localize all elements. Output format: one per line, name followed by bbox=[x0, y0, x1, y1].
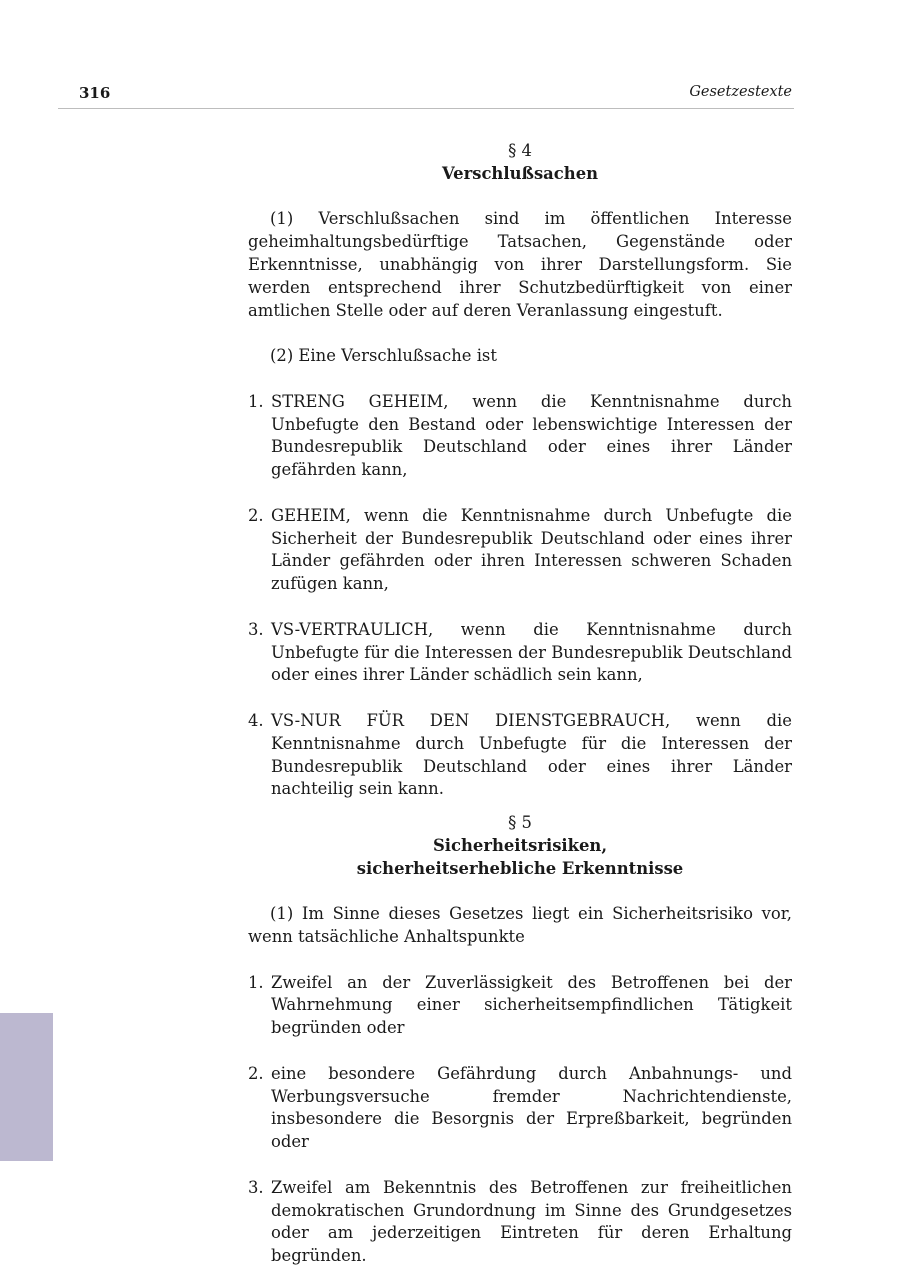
list-item-marker: 2. bbox=[248, 1063, 264, 1083]
list-item-text: GEHEIM, wenn die Kenntnisnahme durch Unbefugte die Sicherheit der Bundesrepublik Deutschland oder eines ihrer Länder gefährden oder ihren Interessen schweren Schaden zufügen kann, bbox=[271, 505, 792, 594]
section-4-heading bbox=[248, 140, 792, 186]
list-item bbox=[248, 1063, 792, 1154]
section-5-paragraph-1: (1) Im Sinne dieses Gesetzes liegt ein Sicherheitsrisiko vor, wenn tatsächliche Anhaltspunkte bbox=[248, 904, 792, 947]
section-4-paragraph-2: (2) Eine Verschlußsache ist bbox=[270, 346, 497, 366]
list-item bbox=[248, 710, 792, 801]
list-item-marker: 1. bbox=[248, 391, 264, 411]
chapter-thumb-tab bbox=[0, 1013, 53, 1161]
list-item-marker: 4. bbox=[248, 710, 264, 730]
section-5-number: § 5 bbox=[508, 813, 532, 833]
section-4-number: § 4 bbox=[508, 141, 532, 160]
list-item-text: VS-NUR FÜR DEN DIENSTGEBRAUCH, wenn die Kenntnisnahme durch Unbefugte für die Interessen der Bundesrepublik Deutschland oder eines ihrer Länder nachteilig sein kann. bbox=[271, 710, 792, 799]
list-item-marker: 3. bbox=[248, 1177, 264, 1197]
section-5-heading bbox=[248, 812, 792, 880]
running-header bbox=[58, 82, 794, 109]
list-item-marker: 2. bbox=[248, 505, 264, 525]
section-4-paragraph-1: (1) Verschlußsachen sind im öffentlichen Interesse geheimhaltungsbedürftige Tatsachen, Gegenstände oder Erkenntnisse, unabhängig von ihrer Darstellungsform. Sie werden entsprechend ihrer Schutzbedürftigkeit von einer amtlichen Stelle oder auf deren Veranlassung eingestuft. bbox=[248, 209, 792, 320]
list-item-text: Zweifel an der Zuverlässigkeit des Betroffenen bei der Wahrnehmung einer sicherheitsempfindlichen Tätigkeit begründen oder bbox=[271, 972, 792, 1038]
list-item-text: VS-VERTRAULICH, wenn die Kenntnisnahme durch Unbefugte für die Interessen der Bundesrepublik Deutschland oder eines ihrer Länder schädlich sein kann, bbox=[271, 619, 792, 685]
list-item-text: eine besondere Gefährdung durch Anbahnungs- und Werbungsversuche fremder Nachrichtendienste, insbesondere die Besorgnis der Erpreßbarkeit, begründen oder bbox=[271, 1063, 792, 1152]
list-item bbox=[248, 391, 792, 482]
list-item bbox=[248, 972, 792, 1040]
list-item bbox=[248, 1177, 792, 1268]
section-4-list bbox=[248, 391, 792, 801]
section-5-list bbox=[248, 972, 792, 1268]
page-number: 316 bbox=[79, 84, 111, 102]
list-item bbox=[248, 505, 792, 596]
running-title: Gesetzestexte bbox=[689, 84, 792, 100]
list-item-text: STRENG GEHEIM, wenn die Kenntnisnahme durch Unbefugte den Bestand oder lebenswichtige Interessen der Bundesrepublik Deutschland oder eines ihrer Länder gefährden kann, bbox=[271, 391, 792, 480]
section-5-title-line-1: Sicherheitsrisiken, bbox=[432, 835, 608, 855]
list-item-text: Zweifel am Bekenntnis des Betroffenen zur freiheitlichen demokratischen Grundordnung im Sinne des Grundgesetzes oder am jederzeitigen Eintreten für deren Erhaltung begründen. bbox=[271, 1177, 792, 1266]
list-item bbox=[248, 619, 792, 687]
list-item-marker: 3. bbox=[248, 619, 264, 639]
section-5-title-line-2: sicherheitserhebliche Erkenntnisse bbox=[356, 858, 684, 878]
section-4-title: Verschlußsachen bbox=[441, 163, 599, 183]
page-body bbox=[248, 140, 792, 1268]
list-item-marker: 1. bbox=[248, 972, 264, 992]
